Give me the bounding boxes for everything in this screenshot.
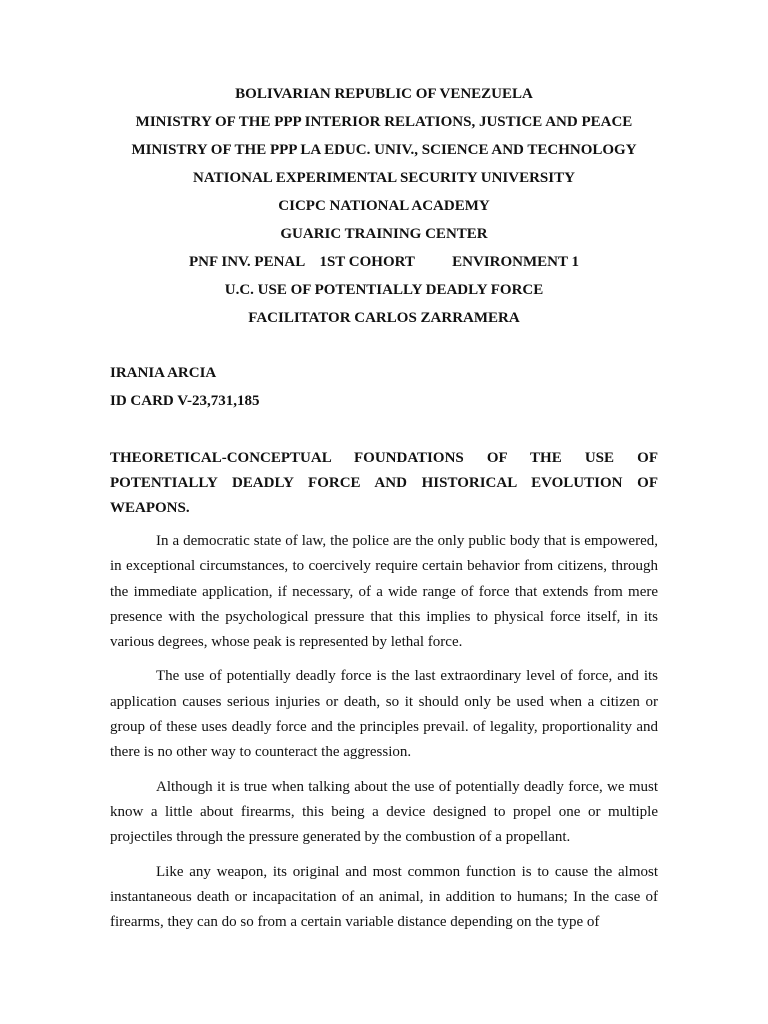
header-line-country: BOLIVARIAN REPUBLIC OF VENEZUELA (235, 86, 533, 102)
document-title: THEORETICAL-CONCEPTUAL FOUNDATIONS OF THE USE OF POTENTIALLY DEADLY FORCE AND HISTORICAL EVOLUTION OF WEAPONS. (110, 450, 658, 516)
author-info (110, 363, 660, 419)
paragraph: Like any weapon, its original and most common function is to cause the almost instantaneous death or incapacitation of an animal, in addition to humans; In the case of firearms, they can do so from a certain variable distance depending on the type of (110, 863, 658, 931)
author-name: IRANIA ARCIA (110, 365, 217, 381)
author-id-card: ID CARD V-23,731,185 (110, 393, 260, 409)
paragraph: In a democratic state of law, the police are the only public body that is empowered, in exceptional circumstances, to coercively require certain behavior from citizens, through the immediate application, if necessary, of a wide range of force that extends from mere presence with the psychological pressure that this implies to physical force itself, in its various degrees, whose peak is represented by lethal force. (110, 533, 658, 651)
paragraph: Although it is true when talking about the use of potentially deadly force, we must know a little about firearms, this being a device designed to propel one or multiple projectiles through the pressure generated by the combustion of a propellant. (110, 778, 658, 846)
header-line-ministry-education: MINISTRY OF THE PPP LA EDUC. UNIV., SCIENCE AND TECHNOLOGY (131, 142, 637, 158)
header-line-course: U.C. USE OF POTENTIALLY DEADLY FORCE (224, 282, 544, 298)
document-body (110, 529, 658, 944)
header-line-facilitator: FACILITATOR CARLOS ZARRAMERA (248, 310, 520, 326)
header-line-training-center: GUARIC TRAINING CENTER (280, 226, 488, 242)
header-line-ministry-interior: MINISTRY OF THE PPP INTERIOR RELATIONS, JUSTICE AND PEACE (135, 114, 633, 130)
header-line-program: PNF INV. PENAL 1ST COHORT ENVIRONMENT 1 (189, 254, 579, 270)
institution-header (0, 84, 768, 336)
header-line-academy: CICPC NATIONAL ACADEMY (278, 198, 490, 214)
header-line-university: NATIONAL EXPERIMENTAL SECURITY UNIVERSITY (193, 170, 575, 186)
paragraph: The use of potentially deadly force is the last extraordinary level of force, and its application causes serious injuries or death, so it should only be used when a citizen or group of these uses deadly force and the principles prevail. of legality, proportionality and there is no other way to counteract the aggression. (110, 668, 658, 761)
